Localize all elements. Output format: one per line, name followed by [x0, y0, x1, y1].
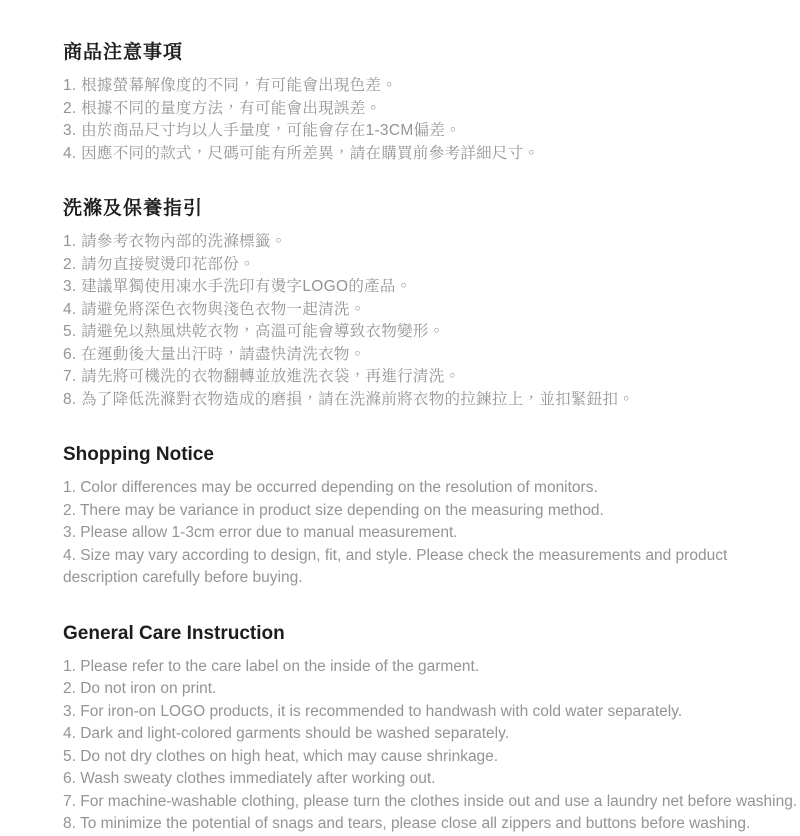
section-washing-care-zh — [63, 196, 800, 411]
notice-item: 1. 根據螢幕解像度的不同，有可能會出現色差。 — [63, 77, 398, 94]
notice-content — [63, 40, 800, 836]
notice-item: 7. For machine-washable clothing, please turn the clothes inside out and use a laundry net before washing. — [63, 792, 798, 810]
notice-item: 4. Size may vary according to design, fit, and style. Please check the measurements and product description carefully before buying. — [63, 546, 728, 586]
notice-item: 6. 在運動後大量出汗時，請盡快清洗衣物。 — [63, 345, 366, 363]
notice-item: 4. 因應不同的款式，尺碼可能有所差異，請在購買前參考詳細尺寸。 — [63, 144, 540, 162]
notice-item: 4. 請避免將深色衣物與淺色衣物一起清洗。 — [63, 300, 366, 318]
section-product-notice — [63, 40, 800, 165]
notice-item: 1. Color differences may be occurred depending on the resolution of monitors. — [63, 479, 598, 496]
notice-item: 6. Wash sweaty clothes immediately after working out. — [63, 770, 436, 787]
notice-item: 2. There may be variance in product size depending on the measuring method. — [63, 501, 604, 519]
notice-item: 1. Please refer to the care label on the inside of the garment. — [63, 657, 480, 675]
notice-item: 8. 為了降低洗滌對衣物造成的磨損，請在洗滌前將衣物的拉鍊拉上，並扣緊鈕扣。 — [63, 390, 635, 408]
notice-item: 1. 請參考衣物內部的洗滌標籤。 — [63, 233, 287, 250]
notice-item: 7. 請先將可機洗的衣物翻轉並放進洗衣袋，再進行清洗。 — [63, 368, 461, 385]
section-shopping-notice-en — [63, 442, 800, 590]
notice-item: 3. Please allow 1-3cm error due to manual measurement. — [63, 524, 458, 541]
section-heading-shopping-notice-en: Shopping Notice — [63, 444, 214, 465]
notice-item: 3. For iron-on LOGO products, it is recommended to handwash with cold water separately. — [63, 702, 683, 720]
notice-item: 2. Do not iron on print. — [63, 680, 217, 697]
notice-item: 4. Dark and light-colored garments should be washed separately. — [63, 725, 510, 742]
notice-item: 2. 根據不同的量度方法，有可能會出現誤差。 — [63, 99, 382, 117]
section-heading-product-notice: 商品注意事項 — [63, 42, 184, 63]
notice-item: 3. 建議單獨使用凍水手洗印有燙字LOGO的產品。 — [63, 278, 412, 295]
notice-item: 8. To minimize the potential of snags and tears, please close all zippers and buttons before washing. — [63, 815, 751, 832]
notice-item: 5. Do not dry clothes on high heat, which may cause shrinkage. — [63, 747, 499, 765]
notice-item: 2. 請勿直接熨燙印花部份。 — [63, 255, 255, 273]
section-general-care-en — [63, 621, 800, 836]
section-heading-general-care-en: General Care Instruction — [63, 622, 285, 644]
notice-item: 5. 請避免以熱風烘乾衣物，高溫可能會導致衣物變形。 — [63, 323, 445, 340]
section-heading-washing-care-zh: 洗滌及保養指引 — [63, 198, 204, 219]
notice-item: 3. 由於商品尺寸均以人手量度，可能會存在1-3CM偏差。 — [63, 122, 461, 139]
